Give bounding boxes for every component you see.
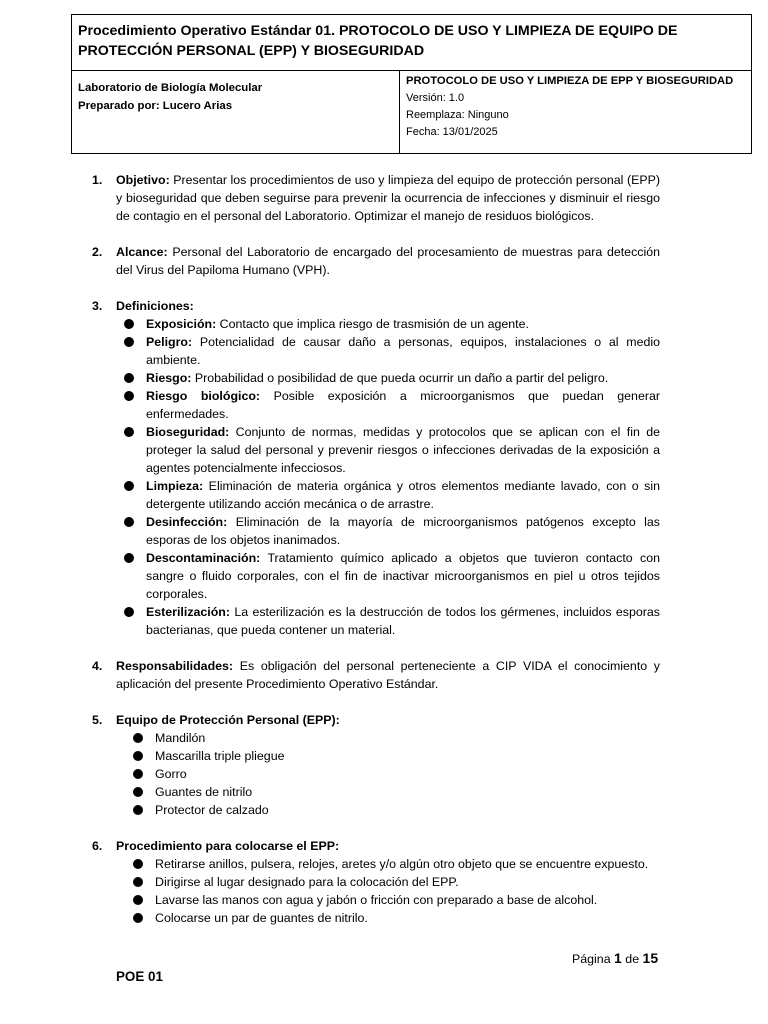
document-code: POE 01: [116, 969, 163, 984]
definition-term: Bioseguridad:: [146, 425, 230, 439]
section-text: Es obligación del personal perteneciente a CIP VIDA el conocimiento y aplicación del presente Procedimiento Operativo Estándar.: [116, 659, 660, 691]
bullet-icon: [124, 481, 134, 491]
list-item: [133, 909, 660, 927]
bullet-icon: [124, 517, 134, 527]
definition-text: Probabilidad o posibilidad de que pueda ocurrir un daño a partir del peligro.: [191, 371, 609, 385]
bullet-icon: [133, 913, 143, 923]
list-item-text: Guantes de nitrilo: [155, 785, 253, 799]
lab-name: Laboratorio de Biología Molecular: [78, 82, 263, 94]
bullet-icon: [133, 805, 143, 815]
list-item: [124, 513, 660, 549]
definition-text: Eliminación de la mayoría de microorganismos patógenos excepto las esporas de los objetos inanimados.: [146, 515, 660, 547]
list-item: [133, 855, 660, 873]
definition-text: Eliminación de materia orgánica y otros elementos mediante lavado, con o sin detergente utilizando acción mecánica o de arrastre.: [146, 479, 660, 511]
page-current: 1: [614, 950, 622, 966]
definition-term: Desinfección:: [146, 515, 228, 529]
bullet-icon: [133, 751, 143, 761]
list-item: [124, 423, 660, 477]
bullet-icon: [133, 769, 143, 779]
section-label: Alcance:: [116, 245, 168, 259]
list-item-text: Colocarse un par de guantes de nitrilo.: [155, 911, 368, 925]
definition-text: La esterilización es la destrucción de todos los gérmenes, incluidos esporas bacterianas, que pueda contener un material.: [146, 605, 660, 637]
section-label: Definiciones:: [116, 299, 194, 313]
bullet-icon: [133, 877, 143, 887]
list-item: [124, 387, 660, 423]
section-label: Objetivo:: [116, 173, 170, 187]
section-definiciones: [92, 297, 660, 639]
list-item-text: Retirarse anillos, pulsera, relojes, aretes y/o algún otro objeto que se encuentre expuesto.: [155, 857, 649, 871]
section-label: Procedimiento para colocarse el EPP:: [116, 839, 340, 853]
section-number: 4.: [92, 659, 103, 673]
bullet-icon: [133, 787, 143, 797]
bullet-icon: [133, 895, 143, 905]
bullet-icon: [124, 607, 134, 617]
bullet-icon: [133, 733, 143, 743]
section-procedimiento: [92, 837, 660, 927]
list-item-text: Dirigirse al lugar designado para la colocación del EPP.: [155, 875, 459, 889]
definition-text: Conjunto de normas, medidas y protocolos que se aplican con el fin de proteger la salud del personal y prevenir riesgos o infecciones derivadas de la exposición a agentes potencialmente infecciosos.: [146, 425, 660, 475]
definition-text: Tratamiento químico aplicado a objetos que tuvieron contacto con sangre o fluido corporales, con el fin de inactivar microorganismos en piel u otros tejidos corporales.: [146, 551, 660, 601]
header-table: [71, 14, 752, 154]
bullet-icon: [124, 553, 134, 563]
section-number: 2.: [92, 245, 103, 259]
list-item-text: Gorro: [155, 767, 187, 781]
list-item: [124, 333, 660, 369]
version: Versión: 1.0: [406, 92, 465, 104]
date: Fecha: 13/01/2025: [406, 126, 498, 138]
section-epp: [92, 711, 660, 819]
list-item: [124, 315, 660, 333]
header-left-cell: [72, 71, 400, 153]
bullet-icon: [133, 859, 143, 869]
definition-text: Potencialidad de causar daño a personas, equipos, instalaciones o al medio ambiente.: [146, 335, 660, 367]
section-alcance: [92, 243, 660, 279]
list-item: [133, 891, 660, 909]
list-item: [124, 477, 660, 513]
document-body: [92, 171, 660, 945]
page-word: Página: [572, 952, 611, 966]
epp-list: [116, 729, 660, 819]
header-right-cell: [400, 71, 751, 153]
list-item: [124, 369, 660, 387]
definition-term: Exposición:: [146, 317, 217, 331]
definition-term: Descontaminación:: [146, 551, 261, 565]
list-item: [133, 783, 660, 801]
section-number: 5.: [92, 713, 103, 727]
procedure-list: [116, 855, 660, 927]
section-number: 3.: [92, 299, 103, 313]
definition-text: Contacto que implica riesgo de trasmisión de un agente.: [216, 317, 529, 331]
section-text: Presentar los procedimientos de uso y limpieza del equipo de protección personal (EPP) y bioseguridad que deben seguirse para prevenir la ocurrencia de infecciones y disminuir el riesgo de contagio en el personal del Laboratorio. Optimizar el manejo de residuos biológicos.: [116, 173, 660, 223]
definition-term: Esterilización:: [146, 605, 231, 619]
section-number: 1.: [92, 173, 103, 187]
definition-term: Riesgo:: [146, 371, 192, 385]
page-number: [572, 950, 658, 966]
prepared-by: Preparado por: Lucero Arias: [78, 100, 233, 112]
bullet-icon: [124, 373, 134, 383]
list-item-text: Protector de calzado: [155, 803, 269, 817]
definition-term: Peligro:: [146, 335, 193, 349]
list-item: [133, 801, 660, 819]
bullet-icon: [124, 427, 134, 437]
list-item-text: Lavarse las manos con agua y jabón o fricción con preparado a base de alcohol.: [155, 893, 598, 907]
section-text: Personal del Laboratorio de encargado del procesamiento de muestras para detección del Virus del Papiloma Humano (VPH).: [116, 245, 660, 277]
page-of: de: [625, 952, 640, 966]
bullet-icon: [124, 319, 134, 329]
page-total: 15: [642, 950, 659, 966]
list-item: [124, 549, 660, 603]
definition-text: Posible exposición a microorganismos que puedan generar enfermedades.: [146, 389, 660, 421]
list-item-text: Mascarilla triple pliegue: [155, 749, 285, 763]
list-item: [133, 873, 660, 891]
section-objetivo: [92, 171, 660, 225]
list-item: [133, 765, 660, 783]
definition-term: Limpieza:: [146, 479, 204, 493]
list-item-text: Mandilón: [155, 731, 206, 745]
list-item: [133, 747, 660, 765]
definitions-list: [116, 315, 660, 639]
document-title: Procedimiento Operativo Estándar 01. PROTOCOLO DE USO Y LIMPIEZA DE EQUIPO DE PROTECCIÓN PERSONAL (EPP) Y BIOSEGURIDAD: [72, 15, 751, 71]
list-item: [124, 603, 660, 639]
section-number: 6.: [92, 839, 103, 853]
bullet-icon: [124, 337, 134, 347]
section-responsabilidades: [92, 657, 660, 693]
list-item: [133, 729, 660, 747]
section-label: Equipo de Protección Personal (EPP):: [116, 713, 340, 727]
bullet-icon: [124, 391, 134, 401]
protocol-title: PROTOCOLO DE USO Y LIMPIEZA DE EPP Y BIOSEGURIDAD: [406, 75, 734, 87]
section-label: Responsabilidades:: [116, 659, 234, 673]
definition-term: Riesgo biológico:: [146, 389, 261, 403]
replaces: Reemplaza: Ninguno: [406, 109, 509, 121]
